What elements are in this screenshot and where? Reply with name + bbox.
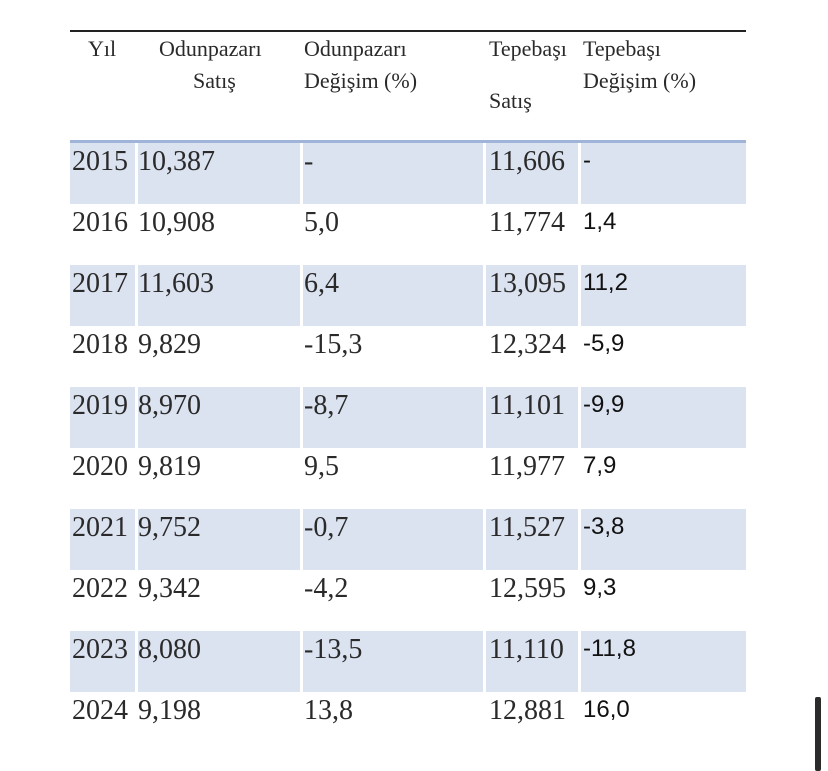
- cell-year: 2021: [72, 512, 128, 543]
- table-row: [70, 326, 746, 387]
- header-year: Yıl: [88, 36, 117, 61]
- cell-tepebasi-change: 7,9: [583, 452, 617, 479]
- cell-odunpazari-sales: 8,970: [138, 390, 201, 421]
- cell-year: 2015: [72, 146, 128, 177]
- scrollbar-thumb[interactable]: [815, 697, 821, 771]
- cell-tepebasi-change: -5,9: [583, 330, 625, 357]
- cell-odunpazari-change: -: [304, 146, 314, 177]
- cell-tepebasi-sales: 12,595: [489, 573, 566, 604]
- cell-odunpazari-sales: 11,603: [138, 268, 214, 299]
- cell-tepebasi-sales: 11,774: [489, 207, 565, 238]
- table-row: [70, 387, 746, 448]
- cell-year: 2022: [72, 573, 128, 604]
- cell-year: 2017: [72, 268, 128, 299]
- table-top-rule: [70, 30, 746, 32]
- cell-odunpazari-change: -15,3: [304, 329, 363, 360]
- header-tepebasi-change-line1: Tepebaşı: [583, 36, 661, 61]
- cell-tepebasi-sales: 11,606: [489, 146, 565, 177]
- cell-odunpazari-sales: 10,387: [138, 146, 215, 177]
- table-row: [70, 631, 746, 692]
- table-body: [70, 143, 746, 753]
- cell-tepebasi-sales: 13,095: [489, 268, 566, 299]
- cell-odunpazari-change: 9,5: [304, 451, 339, 482]
- cell-odunpazari-change: -13,5: [304, 634, 363, 665]
- table-row: [70, 509, 746, 570]
- cell-odunpazari-change: -0,7: [304, 512, 349, 543]
- cell-odunpazari-sales: 9,819: [138, 451, 201, 482]
- cell-odunpazari-sales: 9,752: [138, 512, 201, 543]
- header-tepebasi-sales-line1: Tepebaşı: [489, 36, 567, 61]
- cell-year: 2018: [72, 329, 128, 360]
- cell-tepebasi-sales: 11,101: [489, 390, 565, 421]
- cell-year: 2016: [72, 207, 128, 238]
- cell-tepebasi-change: 16,0: [583, 696, 630, 723]
- table-row: [70, 692, 746, 753]
- cell-tepebasi-change: 1,4: [583, 208, 617, 235]
- header-odunpazari-sales-line1: Odunpazarı: [159, 36, 262, 61]
- table-row: [70, 448, 746, 509]
- cell-tepebasi-sales: 11,527: [489, 512, 565, 543]
- cell-odunpazari-change: -8,7: [304, 390, 349, 421]
- cell-odunpazari-sales: 8,080: [138, 634, 201, 665]
- header-odunpazari-change-line1: Odunpazarı: [304, 36, 407, 61]
- cell-year: 2023: [72, 634, 128, 665]
- cell-tepebasi-change: -9,9: [583, 391, 625, 418]
- cell-tepebasi-change: -3,8: [583, 513, 625, 540]
- table-row: [70, 570, 746, 631]
- header-tepebasi-sales-line2: Satış: [489, 88, 532, 113]
- table-row: [70, 265, 746, 326]
- cell-tepebasi-sales: 12,881: [489, 695, 566, 726]
- cell-odunpazari-change: 6,4: [304, 268, 339, 299]
- cell-odunpazari-change: -4,2: [304, 573, 349, 604]
- cell-tepebasi-sales: 12,324: [489, 329, 566, 360]
- cell-year: 2020: [72, 451, 128, 482]
- cell-odunpazari-sales: 9,342: [138, 573, 201, 604]
- header-odunpazari-sales-line2: Satış: [193, 68, 236, 93]
- cell-tepebasi-change: 11,2: [583, 269, 628, 296]
- cell-tepebasi-sales: 11,977: [489, 451, 565, 482]
- cell-tepebasi-change: 9,3: [583, 574, 617, 601]
- cell-odunpazari-change: 5,0: [304, 207, 339, 238]
- table-row: [70, 143, 746, 204]
- cell-tepebasi-change: -: [583, 147, 591, 174]
- table-row: [70, 204, 746, 265]
- cell-odunpazari-change: 13,8: [304, 695, 353, 726]
- cell-tepebasi-change: -11,8: [583, 635, 636, 662]
- cell-odunpazari-sales: 9,829: [138, 329, 201, 360]
- header-odunpazari-change-line2: Değişim (%): [304, 68, 418, 93]
- cell-tepebasi-sales: 11,110: [489, 634, 564, 665]
- cell-year: 2024: [72, 695, 128, 726]
- cell-odunpazari-sales: 10,908: [138, 207, 215, 238]
- header-tepebasi-change-line2: Değişim (%): [583, 68, 697, 93]
- cell-year: 2019: [72, 390, 128, 421]
- cell-odunpazari-sales: 9,198: [138, 695, 201, 726]
